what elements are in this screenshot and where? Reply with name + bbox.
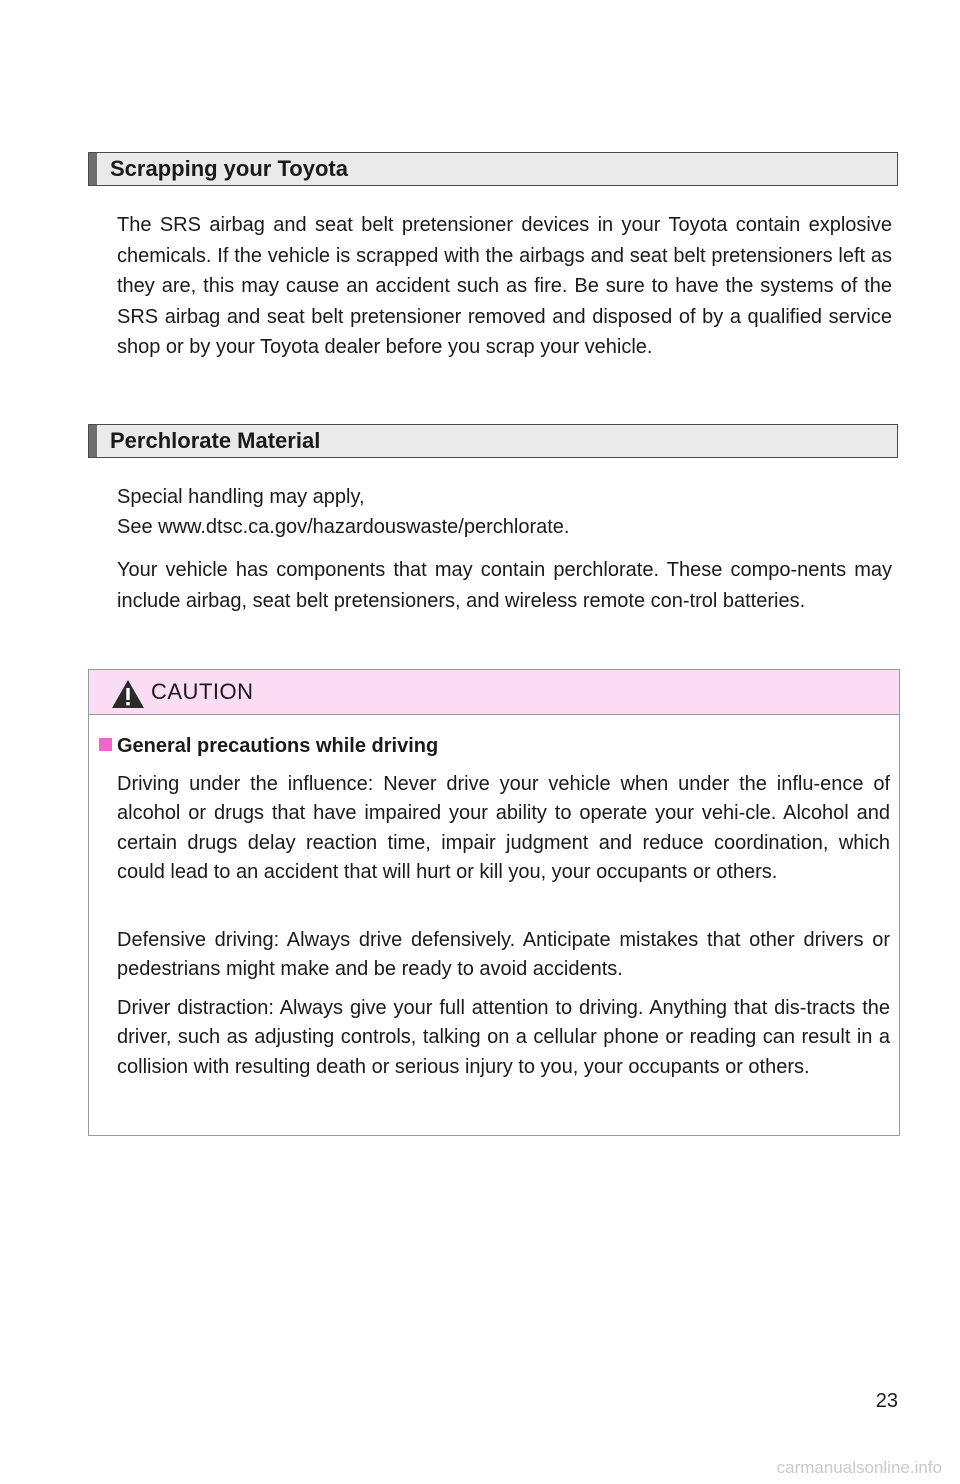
section-header-scrapping [88, 152, 898, 186]
page-number: 23 [875, 1390, 898, 1412]
caution-subheading [99, 733, 438, 759]
square-bullet-icon [99, 738, 112, 751]
section-title: Perchlorate Material [110, 428, 321, 453]
section-header-perchlorate [88, 424, 898, 458]
perchlorate-paragraph: Your vehicle has components that may contain perchlorate. These compo-nents may include airbag, seat belt pretensioners, and wireless remote con-trol batteries. [117, 559, 892, 612]
warning-triangle-icon [111, 679, 145, 709]
scrapping-paragraph: The SRS airbag and seat belt pretensioner devices in your Toyota contain explosive chemicals. If the vehicle is scrapped with the airbags and seat belt pretensioners left as they are, this may cause an accident such as fire. Be sure to have the systems of the SRS airbag and seat belt pretensioner removed and disposed of by a qualified service shop or by your Toyota dealer before you scrap your vehicle. [117, 214, 892, 358]
caution-header [89, 670, 899, 715]
caution-label: CAUTION [151, 679, 254, 704]
caution-paragraph-defensive: Defensive driving: Always drive defensively. Anticipate mistakes that other drivers or pedestrians might make and be ready to avoid accidents. [117, 929, 890, 981]
dtsc-link-line: See www.dtsc.ca.gov/hazardouswaste/perchlorate. [117, 516, 570, 538]
section-header-bar [89, 425, 97, 457]
section-header-bar [89, 153, 97, 185]
caution-paragraph-influence: Driving under the influence: Never drive your vehicle when under the influ-ence of alcohol or drugs that have impaired your ability to operate your vehi-cle. Alcohol and certain drugs delay reaction time, impair judgment and reduce coordination, which could lead to an accident that will hurt or kill you, your occupants or others. [117, 773, 890, 883]
caution-box [88, 669, 900, 1136]
watermark: carmanualsonline.info [776, 1458, 942, 1477]
section-title: Scrapping your Toyota [110, 156, 348, 181]
special-handling-line: Special handling may apply, [117, 486, 365, 508]
caution-subheading-text: General precautions while driving [117, 735, 439, 757]
caution-paragraph-distraction: Driver distraction: Always give your full attention to driving. Anything that dis-tracts the driver, such as adjusting controls, talking on a cellular phone or reading can result in a collision with resulting death or serious injury to you, your occupants or others. [117, 997, 890, 1078]
